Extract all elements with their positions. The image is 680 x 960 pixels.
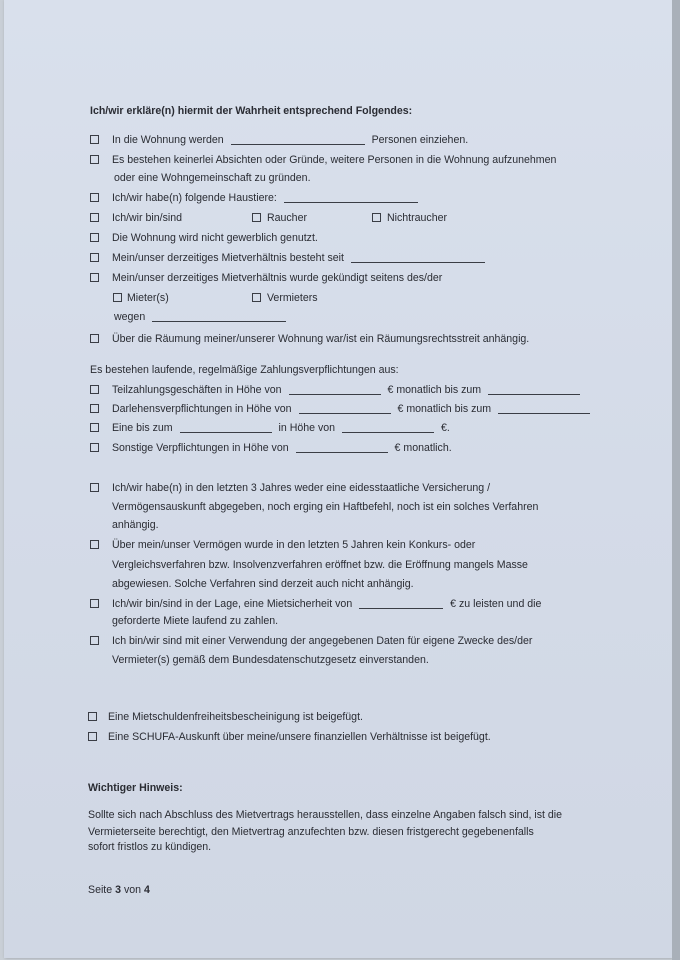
eviction-checkbox[interactable] <box>90 334 99 343</box>
one-time-date-field[interactable] <box>180 422 272 433</box>
smoker-checkbox[interactable] <box>252 213 261 222</box>
eviction-row: Über die Räumung meiner/unserer Wohnung war/ist ein Räumungsrechtsstreit anhängig. <box>90 332 529 346</box>
one-time-checkbox[interactable] <box>90 423 99 432</box>
notice-line1: Sollte sich nach Abschluss des Mietvertrags herausstellen, dass einzelne Angaben falsch sind, ist die <box>88 809 563 821</box>
notice-line2: Vermieterseite berechtigt, den Mietvertrag anzufechten bzw. diesen fristgerecht gegebenenfalls <box>88 826 534 838</box>
page-number: Seite 3 von 4 <box>88 884 150 896</box>
reason-row: wegen <box>114 310 286 324</box>
other-amount-field[interactable] <box>296 442 388 453</box>
terminated-checkbox[interactable] <box>90 273 99 282</box>
reason-field[interactable] <box>152 311 286 322</box>
affidavit-checkbox[interactable] <box>90 483 99 492</box>
installment-row: Teilzahlungsgeschäften in Höhe von € monatlich bis zum <box>90 383 580 397</box>
loan-until-field[interactable] <box>498 403 590 414</box>
deposit-row: Ich/wir bin/sind in der Lage, eine Mietsicherheit von € zu leisten und die <box>90 597 541 611</box>
obligations-heading: Es bestehen laufende, regelmäßige Zahlungsverpflichtungen aus: <box>90 364 399 376</box>
bankruptcy-line2: Vergleichsverfahren bzw. Insolvenzverfahren eröffnet bzw. die Eröffnung mangels Masse <box>112 559 528 571</box>
bankruptcy-line3: abgewiesen. Solche Verfahren sind derzeit auch nicht anhängig. <box>112 578 414 590</box>
data-consent-checkbox[interactable] <box>90 636 99 645</box>
pets-checkbox[interactable] <box>90 193 99 202</box>
other-checkbox[interactable] <box>90 443 99 452</box>
no-intent-checkbox[interactable] <box>90 155 99 164</box>
deposit-checkbox[interactable] <box>90 599 99 608</box>
deposit-line2: geforderte Miete laufend zu zahlen. <box>112 615 279 627</box>
smoker-row-checkbox[interactable] <box>90 213 99 222</box>
no-intent-line2: oder eine Wohngemeinschaft zu gründen. <box>114 172 311 184</box>
data-consent-line2: Vermieter(s) gemäß dem Bundesdatenschutzgesetz einverstanden. <box>112 654 429 666</box>
installment-checkbox[interactable] <box>90 385 99 394</box>
smoker-row: Ich/wir bin/sind Raucher Nichtraucher <box>90 211 490 225</box>
page-edge <box>672 0 680 960</box>
document-page <box>4 0 672 958</box>
pets-field[interactable] <box>284 192 418 203</box>
pets-row: Ich/wir habe(n) folgende Haustiere: <box>90 191 418 205</box>
installment-amount-field[interactable] <box>289 384 381 395</box>
installment-until-field[interactable] <box>488 384 580 395</box>
one-time-row: Eine bis zum in Höhe von €. <box>90 421 450 435</box>
certificate-row: Eine Mietschuldenfreiheitsbescheinigung ist beigefügt. <box>88 710 363 724</box>
landlord-checkbox[interactable] <box>252 293 261 302</box>
notice-line3: sofort fristlos zu kündigen. <box>88 841 212 853</box>
affidavit-line2: Vermögensauskunft abgegeben, noch erging ein Haftbefehl, noch ist ein solches Verfahren <box>112 501 539 513</box>
bankruptcy-row: Über mein/unser Vermögen wurde in den letzten 5 Jahren kein Konkurs- oder <box>90 538 475 552</box>
deposit-amount-field[interactable] <box>359 598 443 609</box>
schufa-checkbox[interactable] <box>88 732 97 741</box>
tenant-checkbox[interactable] <box>113 293 122 302</box>
persons-checkbox[interactable] <box>90 135 99 144</box>
data-consent-row: Ich bin/wir sind mit einer Verwendung der angegebenen Daten für eigene Zwecke des/der <box>90 634 532 648</box>
certificate-checkbox[interactable] <box>88 712 97 721</box>
persons-row: In die Wohnung werden Personen einziehen. <box>90 133 468 147</box>
notice-heading: Wichtiger Hinweis: <box>88 782 183 794</box>
affidavit-line3: anhängig. <box>112 519 159 531</box>
other-row: Sonstige Verpflichtungen in Höhe von € monatlich. <box>90 441 452 455</box>
bankruptcy-checkbox[interactable] <box>90 540 99 549</box>
terminated-row: Mein/unser derzeitiges Mietverhältnis wurde gekündigt seitens des/der <box>90 271 442 285</box>
affidavit-row: Ich/wir habe(n) in den letzten 3 Jahres weder eine eidesstaatliche Versicherung / <box>90 481 490 495</box>
loan-checkbox[interactable] <box>90 404 99 413</box>
loan-amount-field[interactable] <box>299 403 391 414</box>
loan-row: Darlehensverpflichtungen in Höhe von € monatlich bis zum <box>90 402 590 416</box>
commercial-row: Die Wohnung wird nicht gewerblich genutzt. <box>90 231 318 245</box>
no-intent-row: Es bestehen keinerlei Absichten oder Gründe, weitere Personen in die Wohnung aufzunehmen <box>90 153 556 167</box>
one-time-amount-field[interactable] <box>342 422 434 433</box>
tenancy-since-field[interactable] <box>351 252 485 263</box>
persons-count-field[interactable] <box>231 134 365 145</box>
tenancy-since-row: Mein/unser derzeitiges Mietverhältnis besteht seit <box>90 251 485 265</box>
intro-heading: Ich/wir erkläre(n) hiermit der Wahrheit entsprechend Folgendes: <box>90 105 413 117</box>
commercial-checkbox[interactable] <box>90 233 99 242</box>
terminated-by-row: Mieter(s) Vermieters <box>113 291 413 305</box>
nonsmoker-checkbox[interactable] <box>372 213 381 222</box>
schufa-row: Eine SCHUFA-Auskunft über meine/unsere finanziellen Verhältnisse ist beigefügt. <box>88 730 491 744</box>
tenancy-since-checkbox[interactable] <box>90 253 99 262</box>
